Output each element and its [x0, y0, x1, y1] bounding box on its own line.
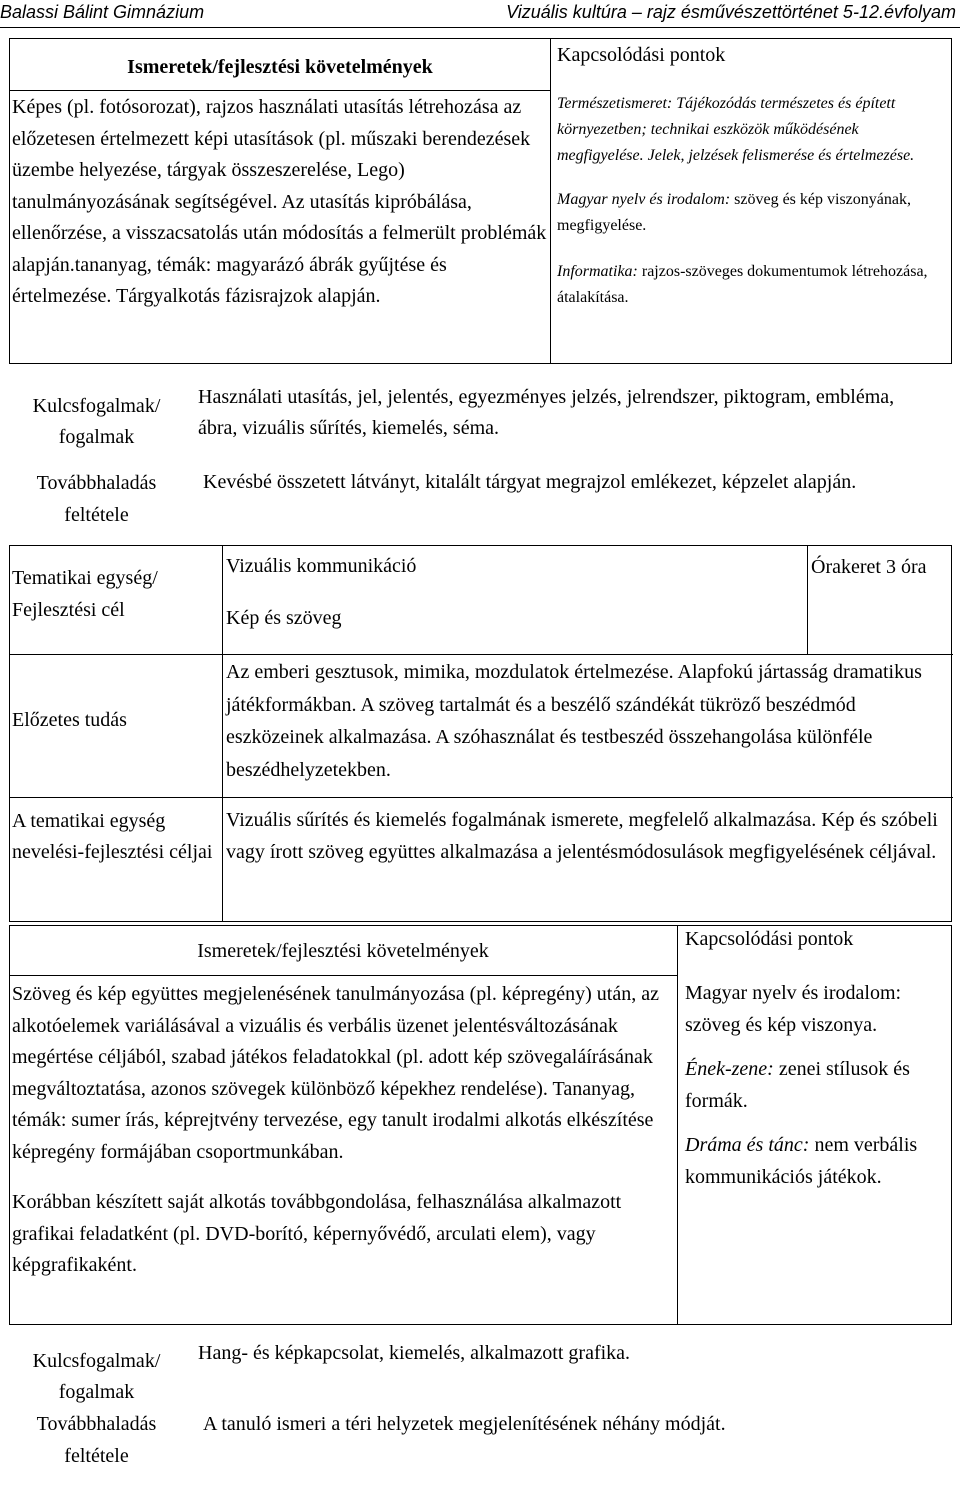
- link-hungarian: [685, 977, 947, 1041]
- school-name: Balassi Bálint Gimnázium: [0, 2, 205, 22]
- requirements-text: [12, 979, 674, 1282]
- link-music: [685, 1053, 947, 1117]
- progression-text: A tanuló ismeri a téri helyzetek megjelenítésének néhány módját.: [203, 1413, 726, 1435]
- page-header: [0, 0, 960, 26]
- divider: [677, 925, 678, 1325]
- link-text: szöveg és kép viszonyának, megfigyelése.: [557, 191, 911, 234]
- key-concepts-label: Kulcsfogalmak/ fogalmak: [32, 1350, 161, 1403]
- unit-title: Vizuális kommunikáció: [226, 555, 417, 577]
- key-concepts-text: Használati utasítás, jel, jelentés, egyezményes jelzés, jelrendszer, piktogram, embléma, ábra, vizuális sűrítés, kiemelés, séma.: [198, 386, 895, 439]
- hours-frame: Órakeret 3 óra: [811, 556, 927, 578]
- divider: [9, 654, 953, 655]
- requirements-paragraph: Szöveg és kép együttes megjelenésének tanulmányozása (pl. képregény) után, az alkotóelemek variálásával a vizuális és verbális üzenet jelentésváltozásának megértése céljából, szabad játékos feladatokkal (pl. adott kép szövegaláírásának megváltoztatása, azonos szövegek különböző képekhez rendelése). Tananyag, témák: sumer írás, képrejtvény tervezése, egy tanult irodalmi alkotás elkészítése képregény formájában csoportmunkában.: [12, 983, 659, 1163]
- link-text: zenei stílusok és formák.: [685, 1058, 910, 1112]
- link-subject: Ének-zene:: [685, 1058, 774, 1080]
- links-header: Kapcsolódási pontok: [685, 928, 854, 950]
- link-drama: [685, 1129, 947, 1193]
- link-science: [557, 91, 949, 169]
- progression-label: Továbbhaladás feltétele: [36, 1413, 157, 1467]
- link-text: rajzos-szöveges dokumentumok létrehozása, átalakítása.: [557, 263, 928, 306]
- links-header: Kapcsolódási pontok: [557, 44, 726, 66]
- divider: [550, 38, 551, 364]
- requirements-header: Ismeretek/fejlesztési követelmények: [127, 56, 433, 78]
- prior-knowledge-label: Előzetes tudás: [12, 709, 127, 731]
- link-subject: Dráma és tánc:: [685, 1134, 810, 1156]
- progression-text: Kevésbé összetett látványt, kitalált tárgyat megrajzol emlékezet, képzelet alapján.: [203, 471, 857, 493]
- divider: [9, 90, 551, 91]
- link-hungarian: [557, 187, 949, 239]
- key-concepts-label: Kulcsfogalmak/ fogalmak: [32, 395, 161, 448]
- connection-points-list: [685, 977, 947, 1193]
- goals-label: A tematikai egység nevelési-fejlesztési céljai: [12, 810, 213, 863]
- link-text: Magyar nyelv és irodalom: szöveg és kép viszonya.: [685, 982, 902, 1036]
- requirements-header: Ismeretek/fejlesztési követelmények: [197, 940, 489, 962]
- link-text: nem verbális kommunikációs játékok.: [685, 1134, 918, 1188]
- link-informatics: [557, 259, 949, 311]
- divider: [222, 545, 223, 922]
- connection-points-list: [557, 91, 949, 311]
- requirements-text: Képes (pl. fotósorozat), rajzos használati utasítás létrehozása az előzetesen értelmezett képi utasítások (pl. műszaki berendezések üzembe helyezése, tárgyak összeszerelése, Lego) tanulmányozásának segítségével. Az utasítás kipróbálása, ellenőrzése, a visszacsatolás után módosítás a felmerült problémák alapján.tananyag, témák: magyarázó ábrák gyűjtése és értelmezése. Tárgyalkotás fázisrajzok alapján.: [12, 96, 547, 307]
- goals-text: Vizuális sűrítés és kiemelés fogalmának ismerete, megfelelő alkalmazása. Kép és szóbeli vagy írott szöveg együttes alkalmazása a jelentésmódosulások megfigyelésének céljával.: [226, 809, 938, 863]
- divider: [9, 797, 953, 798]
- progression-label: Továbbhaladás feltétele: [36, 472, 157, 526]
- requirements-paragraph: Korábban készített saját alkotás továbbgondolása, felhasználása alkalmazott grafikai feladatként (pl. DVD-borító, képernyővédő, arculati elem), vagy képgrafikaként.: [12, 1191, 622, 1276]
- link-subject: Informatika:: [557, 263, 638, 280]
- key-concepts-text: Hang- és képkapcsolat, kiemelés, alkalmazott grafika.: [198, 1342, 631, 1364]
- divider: [807, 545, 808, 655]
- prior-knowledge-text: Az emberi gesztusok, mimika, mozdulatok értelmezése. Alapfokú jártasság dramatikus játékformákban. A szöveg tartalmát és a beszélő szándékát tükröző beszédmód eszközeinek alkalmazása. A szóhasználat és testbeszéd összehangolása különféle beszédhelyzetekben.: [226, 661, 922, 781]
- subject-title: Vizuális kultúra – rajz ésművészettörténet 5-12.évfolyam: [506, 2, 956, 22]
- thematic-unit-label: Tematikai egység/ Fejlesztési cél: [12, 567, 158, 621]
- header-rule: [0, 27, 960, 28]
- unit-subtitle: Kép és szöveg: [226, 607, 342, 629]
- link-text: Tájékozódás természetes és épített környezetben; technikai eszközök működésének megfigyelése. Jelek, jelzések felismerése és értelmezése.: [557, 95, 915, 164]
- link-subject: Magyar nyelv és irodalom:: [557, 191, 731, 208]
- divider: [9, 975, 678, 976]
- link-subject: Természetismeret:: [557, 95, 673, 112]
